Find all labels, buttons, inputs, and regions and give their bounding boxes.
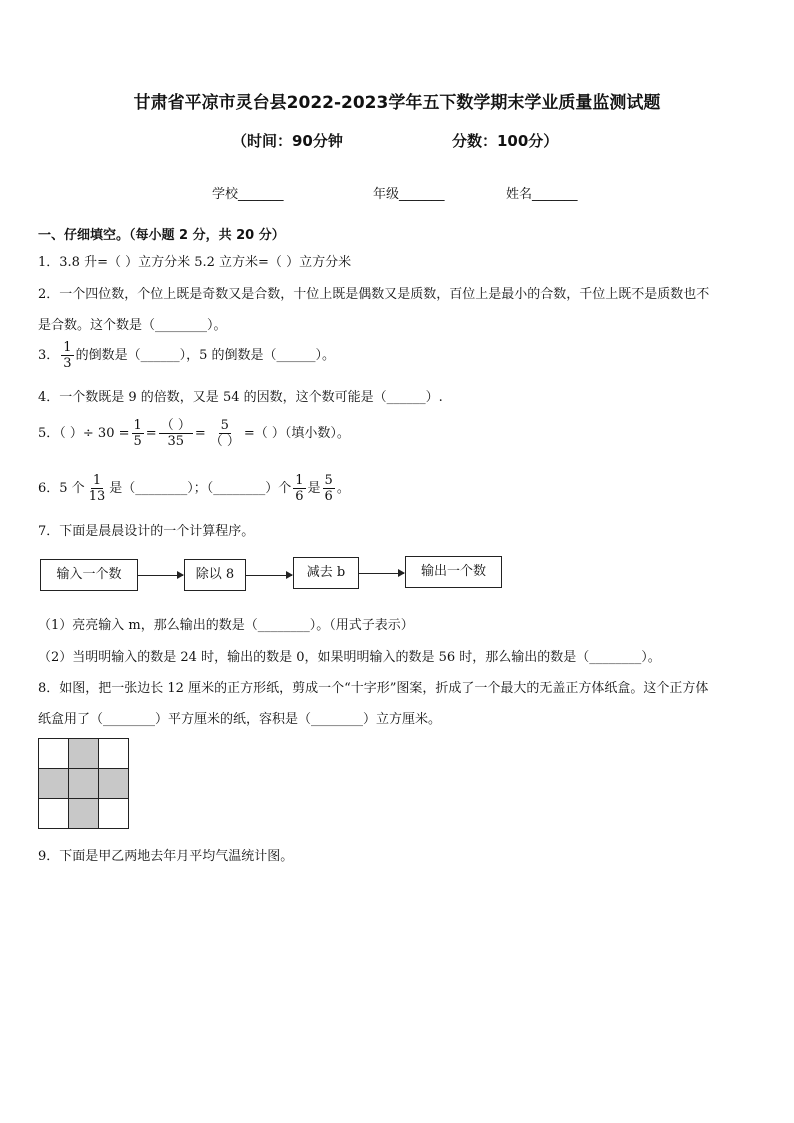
flow-arrow-2 [245,575,292,576]
q3-prefix: 3． [38,348,60,363]
question-2-line2: 是合数。这个数是（________）。 [38,318,227,333]
question-6 [38,473,350,504]
q5-f2-numerator: （ ） [160,418,191,433]
q6-is: 是 [307,481,321,496]
q5-equals-2: = [194,426,206,441]
grid-cell-shaded [68,798,99,829]
q3-numerator: 1 [63,340,72,355]
question-8-line1: 8．如图，把一张边长 12 厘米的正方形纸，剪成一个“十字形”图案，折成了一个最大的无盖正方体纸盒。这个正方体 [38,681,709,696]
q3-denominator: 3 [63,356,72,371]
time-label: （时间：90分钟 [232,132,343,150]
flow-step-output: 输出一个数 [405,556,502,588]
question-2-line1: 2．一个四位数，个位上既是奇数又是合数，十位上既是偶数又是质数，百位上是最小的合数，千位上既不是质数也不 [38,287,710,302]
q6-f1-numerator: 1 [92,473,102,488]
q5-fraction-3 [208,418,242,449]
grid-cell-shaded [68,768,99,799]
q6-f1-denominator: 13 [88,489,106,504]
question-7-part1: （1）亮亮输入 m，那么输出的数是（________）。（用式子表示） [38,618,414,633]
q6-fraction-3 [323,473,335,504]
q5-f3-numerator: 5 [220,418,229,433]
q5-text: =（ ）（填小数）。 [243,426,350,441]
q6-f2-denominator: 6 [295,489,304,504]
grid-cell [38,798,69,829]
grid-cell [38,738,69,769]
question-1: 1．3.8 升=（ ）立方分米 5.2 立方米=（ ）立方分米 [38,255,352,270]
flow-arrow-3 [358,573,404,574]
q5-f2-denominator: 35 [167,434,185,449]
flow-step-input: 输入一个数 [40,559,138,591]
grid-cell-shaded [68,738,99,769]
question-8-line2: 纸盒用了（________）平方厘米的纸，容积是（________）立方厘米。 [38,712,442,727]
grid-cell [98,798,129,829]
name-field: 姓名_______ [506,187,578,202]
q5-f1-numerator: 1 [133,418,142,433]
question-7-part2: （2）当明明输入的数是 24 时，输出的数是 0，如果明明输入的数是 56 时，那么输出的数是（________）。 [38,650,661,665]
grid-cell-shaded [38,768,69,799]
q5-f3-denominator: （ ） [209,434,240,449]
flow-step-subtract: 减去 b [293,557,359,589]
question-4: 4．一个数既是 9 的倍数，又是 54 的因数，这个数可能是（______）. [38,390,443,405]
cross-shape-grid [38,738,128,828]
question-3 [38,340,335,371]
q6-f3-numerator: 5 [324,473,333,488]
q5-prefix: 5．（ ）÷ 30 = [38,426,130,441]
grid-cell-shaded [98,768,129,799]
flow-arrow-1 [137,575,183,576]
grade-field: 年级_______ [373,187,445,202]
q5-equals: = [145,426,157,441]
q6-prefix: 6．5 个 [38,481,85,496]
page-title: 甘肃省平凉市灵台县2022-2023学年五下数学期末学业质量监测试题 [133,93,661,113]
grid-cell [98,738,129,769]
q5-fraction-1 [132,418,144,449]
flow-step-divide: 除以 8 [184,559,246,591]
q6-f2-numerator: 1 [295,473,304,488]
q6-fraction-2 [293,473,305,504]
q5-fraction-2 [159,418,193,449]
q6-text: 是（________）；（________）个 [109,481,292,496]
q5-f1-denominator: 5 [133,434,142,449]
section-heading: 一、仔细填空。（每小题 2 分，共 20 分） [38,228,285,243]
school-field: 学校_______ [212,187,284,202]
q6-end: 。 [336,481,350,496]
question-7: 7．下面是晨晨设计的一个计算程序。 [38,524,255,539]
question-9: 9．下面是甲乙两地去年月平均气温统计图。 [38,849,294,864]
q3-fraction [61,340,73,371]
q6-f3-denominator: 6 [324,489,333,504]
score-label: 分数：100分） [452,132,559,150]
question-5 [38,418,350,449]
q6-fraction-1 [87,473,108,504]
q3-text: 的倒数是（______），5 的倒数是（______）。 [75,348,335,363]
